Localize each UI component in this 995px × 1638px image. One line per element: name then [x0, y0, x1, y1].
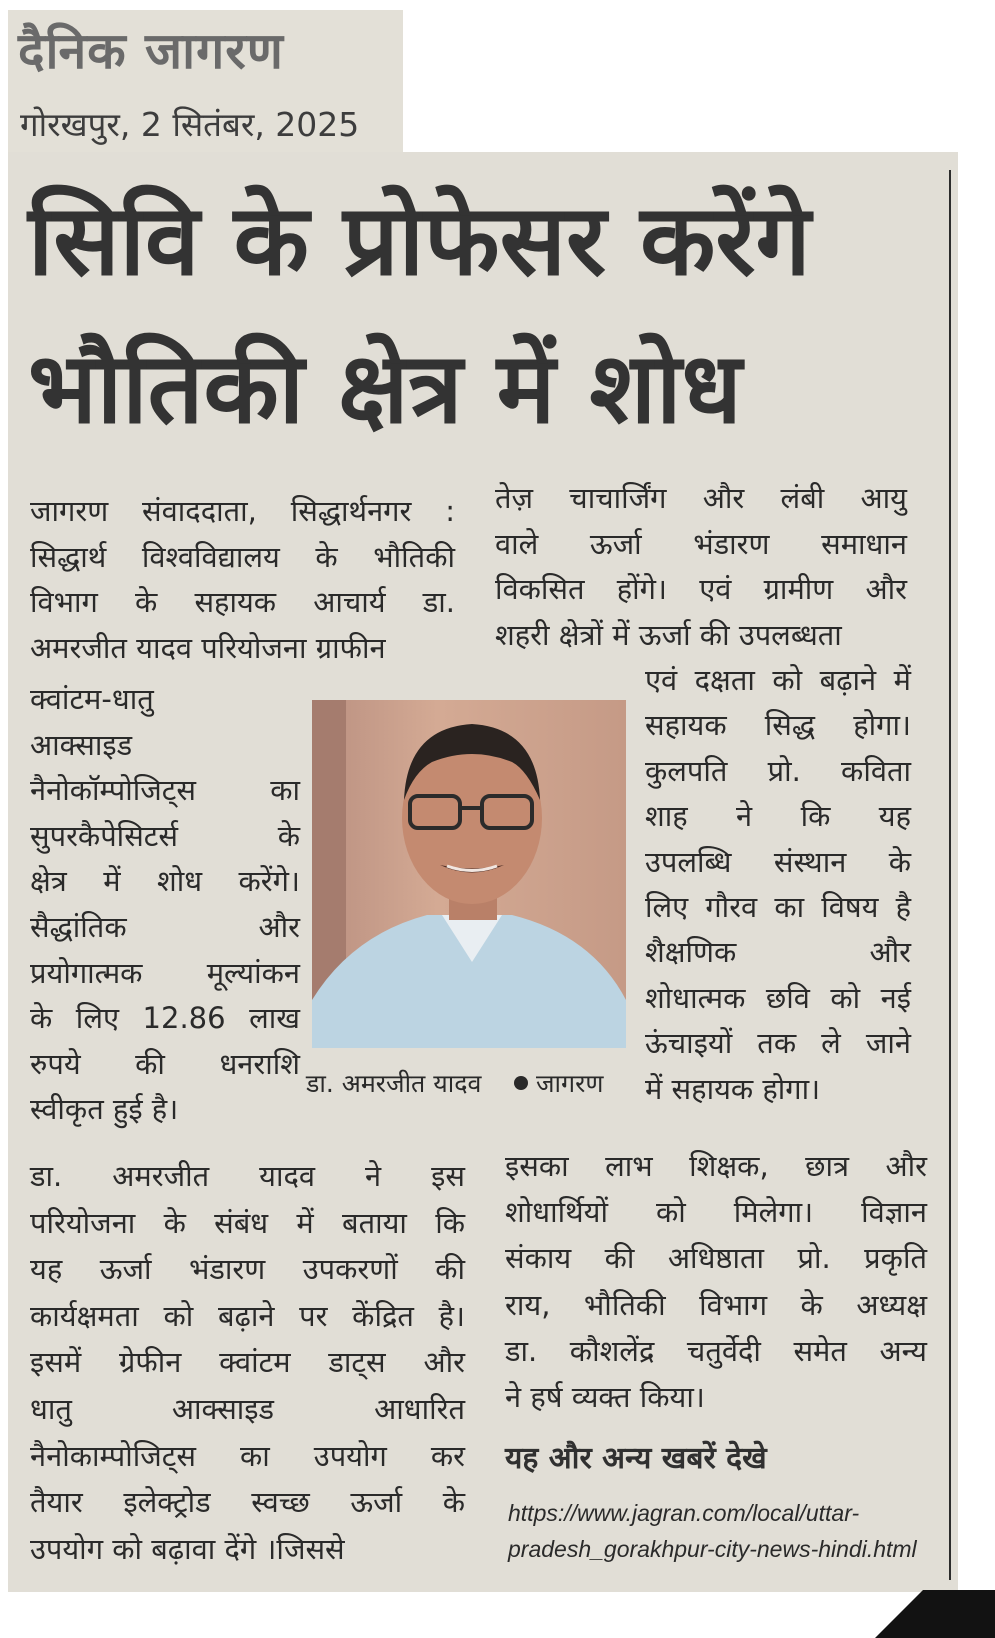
article-text-line: नैनोकॉम्पोजिट्स का: [30, 773, 300, 807]
article-text-line: उपलब्धि संस्थान के: [645, 845, 911, 879]
dateline: गोरखपुर, 2 सितंबर, 2025: [20, 105, 360, 144]
article-text-line: के लिए 12.86 लाख: [30, 1001, 300, 1035]
article-text-line: कार्यक्षमता को बढ़ाने पर केंद्रित है।: [30, 1299, 465, 1333]
article-text-line: शैक्षणिक और: [645, 935, 911, 969]
article-text-line: प्रयोगात्मक मूल्यांकन: [30, 956, 300, 990]
photo-credit: जागरण: [536, 1069, 604, 1098]
article-text-line: वाले ऊर्जा भंडारण समाधान: [495, 527, 907, 561]
article-text-line: शहरी क्षेत्रों में ऊर्जा की उपलब्धता: [495, 618, 842, 652]
article-text-line: कुलपति प्रो. कविता: [645, 754, 911, 788]
article-text-line: राय, भौतिकी विभाग के अध्यक्ष: [505, 1288, 927, 1322]
article-text-line: में सहायक होगा।: [645, 1072, 821, 1106]
article-text-line: आक्साइड: [30, 728, 133, 762]
article-text-line: विकसित होंगे। एवं ग्रामीण और: [495, 572, 907, 606]
article-text-line: धातु आक्साइड आधारित: [30, 1392, 465, 1426]
article-text-line: सहायक सिद्ध होगा।: [645, 708, 911, 742]
column-rule: [949, 170, 951, 1580]
article-text-line: तैयार इलेक्ट्रोड स्वच्छ ऊर्जा के: [30, 1485, 465, 1519]
portrait-photo: [312, 700, 626, 1048]
article-text-line: क्वांटम-धातु: [30, 682, 154, 716]
caption-bullet-icon: [514, 1076, 528, 1090]
article-text-line: जागरण संवाददाता, सिद्धार्थनगर :: [30, 494, 455, 528]
scan-shadow: [875, 1590, 995, 1638]
article-text-line: क्षेत्र में शोध करेंगे।: [30, 864, 300, 898]
article-text-line: संकाय की अधिष्ठाता प्रो. प्रकृति: [505, 1241, 927, 1275]
news-url-line-2[interactable]: pradesh_gorakhpur-city-news-hindi.html: [508, 1536, 917, 1562]
article-text-line: शोधात्मक छवि को नई: [645, 981, 911, 1015]
article-text-line: शाह ने कि यह: [645, 799, 911, 833]
article-text-line: ऊंचाइयों तक ले जाने: [645, 1026, 911, 1060]
headline-line-1: सिवि के प्रोफेसर करेंगे: [28, 184, 811, 298]
article-text-line: यह ऊर्जा भंडारण उपकरणों की: [30, 1252, 465, 1286]
article-text-line: परियोजना के संबंध में बताया कि: [30, 1206, 465, 1240]
article-text-line: रुपये की धनराशि: [30, 1047, 300, 1081]
more-news-label: यह और अन्य खबरें देखे: [505, 1441, 767, 1476]
newspaper-masthead: दैनिक जागरण: [18, 22, 284, 80]
article-text-line: स्वीकृत हुई है।: [30, 1092, 179, 1126]
article-text-line: सुपरकैपेसिटर्स के: [30, 819, 300, 853]
headline-line-2: भौतिकी क्षेत्र में शोध: [28, 332, 742, 446]
article-text-line: डा. कौशलेंद्र चतुर्वेदी समेत अन्य: [505, 1334, 927, 1368]
article-text-line: शोधार्थियों को मिलेगा। विज्ञान: [505, 1195, 927, 1229]
article-text-line: ने हर्ष व्यक्त किया।: [505, 1380, 705, 1414]
article-text-line: तेज़ चाचार्जिंग और लंबी आयु: [495, 481, 907, 515]
portrait-image: [312, 700, 626, 1048]
article-text-line: अमरजीत यादव परियोजना ग्राफीन: [30, 631, 386, 665]
photo-caption-name: डा. अमरजीत यादव: [306, 1069, 482, 1098]
article-text-line: उपयोग को बढ़ावा देंगे ।जिससे: [30, 1532, 345, 1566]
article-text-line: नैनोकाम्पोजिट्स का उपयोग कर: [30, 1439, 465, 1473]
article-text-line: सैद्धांतिक और: [30, 910, 300, 944]
article-text-line: इसमें ग्रेफीन क्वांटम डाट्स और: [30, 1345, 465, 1379]
article-text-line: लिए गौरव का विषय है: [645, 890, 911, 924]
news-url-line-1[interactable]: https://www.jagran.com/local/uttar-: [508, 1500, 860, 1526]
article-text-line: सिद्धार्थ विश्वविद्यालय के भौतिकी: [30, 540, 455, 574]
article-text-line: डा. अमरजीत यादव ने इस: [30, 1159, 465, 1193]
article-text-line: एवं दक्षता को बढ़ाने में: [645, 663, 911, 697]
article-text-line: विभाग के सहायक आचार्य डा.: [30, 585, 455, 619]
article-text-line: इसका लाभ शिक्षक, छात्र और: [505, 1149, 927, 1183]
